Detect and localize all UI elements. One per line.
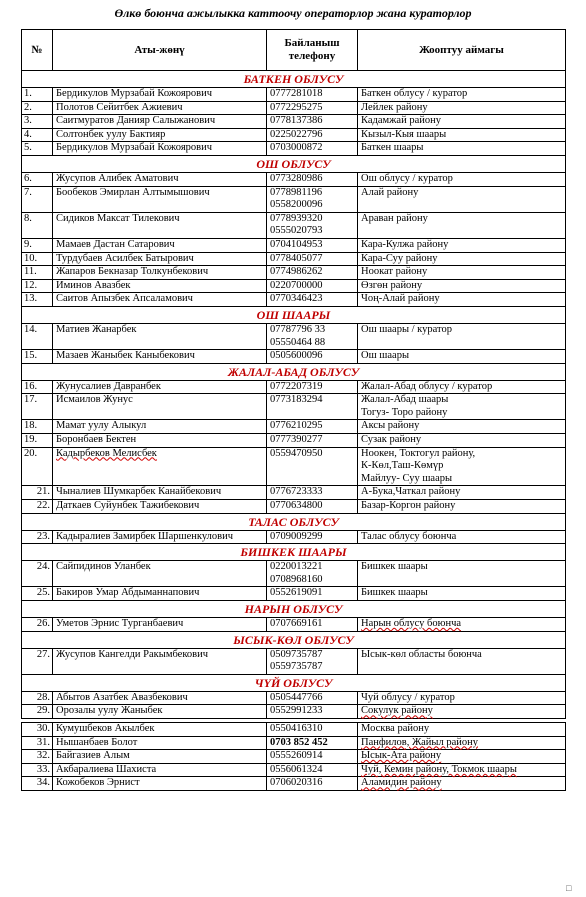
area-line: А-Бука,Чаткал району xyxy=(361,486,461,498)
row-area xyxy=(358,115,566,129)
phone-number: 0772207319 xyxy=(270,380,323,392)
row-name: Матиев Жанарбек xyxy=(53,323,267,349)
row-phone xyxy=(267,486,358,500)
row-phone xyxy=(267,212,358,238)
region-header-row xyxy=(22,544,566,561)
row-num: 14. xyxy=(22,323,53,349)
phone-number: 0707669161 xyxy=(270,618,323,629)
region-label: ЧҮЙ ОБЛУСУ xyxy=(22,674,566,691)
row-phone xyxy=(267,128,358,142)
phone-number: 0706020316 xyxy=(270,777,323,789)
phone-number: 0777390277 xyxy=(270,434,323,446)
area-line: Араван району xyxy=(361,212,428,224)
area-line: Майлуу- Суу шаары xyxy=(361,472,453,484)
row-name: Исмаилов Жунус xyxy=(53,394,267,420)
row-phone xyxy=(267,648,358,674)
area-line: Жалал-Абад облусу / куратор xyxy=(361,380,493,392)
area-line: Лейлек району xyxy=(361,101,428,113)
row-phone xyxy=(267,252,358,266)
row-name: Боронбаев Бектен xyxy=(53,434,267,448)
phone-number: 0505600096 xyxy=(270,350,323,362)
phone-number: 0558200096 xyxy=(270,199,323,211)
row-area xyxy=(358,500,566,514)
phone-number: 0555260914 xyxy=(270,750,323,762)
area-line: Москва району xyxy=(361,722,430,734)
row-num: 28. xyxy=(22,691,53,705)
row-num: 32. xyxy=(22,750,53,764)
row-area xyxy=(358,172,566,186)
table-row xyxy=(22,500,566,514)
row-num: 30. xyxy=(22,722,53,736)
row-name: Кадыралиев Замирбек Шаршенкулович xyxy=(53,530,267,544)
row-phone xyxy=(267,420,358,434)
row-num: 34. xyxy=(22,777,53,791)
phone-number: 0552991233 xyxy=(270,705,323,717)
header-name: Аты-жөнү xyxy=(53,30,267,71)
table-row xyxy=(22,279,566,293)
row-area xyxy=(358,486,566,500)
table-row xyxy=(22,530,566,544)
table-header-row xyxy=(22,30,566,71)
row-name: Солтонбек уулу Бактияр xyxy=(53,128,267,142)
area-line: Баткен облусу / куратор xyxy=(361,88,468,99)
phone-number: 0509735787 xyxy=(270,648,323,660)
row-phone xyxy=(267,88,358,102)
row-area xyxy=(358,691,566,705)
area-line: Ош облусу / куратор xyxy=(361,172,453,184)
row-phone xyxy=(267,763,358,777)
phone-number: 0220013221 xyxy=(270,561,323,573)
row-area xyxy=(358,587,566,601)
row-name: Иминов Авазбек xyxy=(53,279,267,293)
row-num: 16. xyxy=(22,380,53,394)
row-phone xyxy=(267,750,358,764)
table-row xyxy=(22,705,566,719)
area-line: Нарын облусу боюнча xyxy=(361,618,462,629)
row-num: 2. xyxy=(22,101,53,115)
phone-number: 0704104953 xyxy=(270,238,323,250)
table-row xyxy=(22,618,566,632)
row-name: Жусупов Алибек Аматович xyxy=(53,172,267,186)
table-row xyxy=(22,587,566,601)
row-name: Кожобеков Эрнист xyxy=(53,777,267,791)
phone-number: 0708968160 xyxy=(270,573,323,585)
row-phone xyxy=(267,561,358,587)
row-num: 9. xyxy=(22,238,53,252)
row-area xyxy=(358,350,566,364)
region-header-row xyxy=(22,631,566,648)
row-num: 12. xyxy=(22,279,53,293)
row-name: Жусупов Кангелди Ракымбекович xyxy=(53,648,267,674)
phone-number: 0772295275 xyxy=(270,101,323,113)
region-label: БАТКЕН ОБЛУСУ xyxy=(22,71,566,88)
operators-table xyxy=(21,29,566,791)
region-header-row xyxy=(22,363,566,380)
row-num: 6. xyxy=(22,172,53,186)
row-name: Полотов Сейитбек Ажиевич xyxy=(53,101,267,115)
phone-number: 0703000872 xyxy=(270,142,323,154)
row-name: Акбаралиева Шахиста xyxy=(53,763,267,777)
row-area xyxy=(358,252,566,266)
area-line: Сузак району xyxy=(361,434,422,446)
row-phone xyxy=(267,447,358,486)
row-area xyxy=(358,763,566,777)
row-name: Мазаев Жаныбек Каныбекович xyxy=(53,350,267,364)
table-row xyxy=(22,394,566,420)
region-header-row xyxy=(22,513,566,530)
table-row xyxy=(22,88,566,102)
area-line: Ысык-Ата району xyxy=(361,750,442,762)
row-name: Бердикулов Мурзабай Кожоярович xyxy=(53,142,267,156)
phone-number: 05550464 88 xyxy=(270,336,326,348)
row-phone xyxy=(267,142,358,156)
row-phone xyxy=(267,691,358,705)
row-name: Жапаров Бекназар Толкунбекович xyxy=(53,266,267,280)
area-line: Өзгөн району xyxy=(361,279,423,291)
region-label: ОШ ОБЛУСУ xyxy=(22,155,566,172)
row-num: 21. xyxy=(22,486,53,500)
row-num: 1. xyxy=(22,88,53,102)
area-line: Кадамжай району xyxy=(361,115,441,127)
row-name: Даткаев Суйунбек Тажибекович xyxy=(53,500,267,514)
area-line: Талас облусу боюнча xyxy=(361,530,457,542)
area-line: Тогуз- Торо району xyxy=(361,406,448,418)
row-name: Бердикулов Мурзабай Кожоярович xyxy=(53,88,267,102)
row-num: 10. xyxy=(22,252,53,266)
row-name: Абытов Азатбек Авазбекович xyxy=(53,691,267,705)
row-name: Мамат уулу Алыкул xyxy=(53,420,267,434)
table-row xyxy=(22,323,566,349)
row-name: Орозалы уулу Жаныбек xyxy=(53,705,267,719)
row-phone xyxy=(267,722,358,736)
row-num: 19. xyxy=(22,434,53,448)
row-num: 31. xyxy=(22,736,53,750)
row-phone xyxy=(267,587,358,601)
area-line: Ноокат району xyxy=(361,266,428,278)
phone-number: 0778137386 xyxy=(270,115,323,127)
region-header-row xyxy=(22,674,566,691)
phone-number: 0778939320 xyxy=(270,212,323,224)
phone-number: 0556061324 xyxy=(270,763,323,775)
row-phone xyxy=(267,434,358,448)
row-phone xyxy=(267,394,358,420)
row-name: Сайпидинов Уланбек xyxy=(53,561,267,587)
phone-number: 0773280986 xyxy=(270,172,323,184)
row-num: 11. xyxy=(22,266,53,280)
row-phone xyxy=(267,530,358,544)
row-name: Чыналиев Шумкарбек Канайбекович xyxy=(53,486,267,500)
row-phone xyxy=(267,172,358,186)
phone-number: 0776723333 xyxy=(270,486,323,498)
area-line: Чоң-Алай району xyxy=(361,293,440,305)
phone-number: 0776210295 xyxy=(270,420,323,432)
table-row xyxy=(22,186,566,212)
row-phone xyxy=(267,186,358,212)
phone-number: 0225022796 xyxy=(270,128,323,140)
area-line: К-Көл,Таш-Көмүр xyxy=(361,460,444,472)
area-line: Аламидин району xyxy=(361,777,442,789)
row-num: 33. xyxy=(22,763,53,777)
row-phone xyxy=(267,238,358,252)
row-phone xyxy=(267,323,358,349)
row-phone xyxy=(267,279,358,293)
row-num: 18. xyxy=(22,420,53,434)
row-name: Сидиков Максат Тилекович xyxy=(53,212,267,238)
region-label: БИШКЕК ШААРЫ xyxy=(22,544,566,561)
row-num: 27. xyxy=(22,648,53,674)
region-header-row xyxy=(22,155,566,172)
phone-number: 0778405077 xyxy=(270,252,323,264)
area-line: Панфилов, Жайыл району xyxy=(361,736,478,748)
row-phone xyxy=(267,266,358,280)
phone-number: 0703 852 452 xyxy=(270,736,328,748)
area-line: Ноокен, Токтогул району, xyxy=(361,447,476,459)
row-phone xyxy=(267,705,358,719)
area-line: Кызыл-Кыя шаары xyxy=(361,128,447,140)
row-name: Нышанбаев Болот xyxy=(53,736,267,750)
table-row xyxy=(22,434,566,448)
phone-number: 0552619091 xyxy=(270,587,323,599)
phone-number: 0550416310 xyxy=(270,722,323,734)
table-body xyxy=(22,71,566,791)
row-area xyxy=(358,561,566,587)
row-name: Саитов Апызбек Апсаламович xyxy=(53,293,267,307)
phone-number: 0778981196 xyxy=(270,186,323,198)
row-area xyxy=(358,447,566,486)
row-name xyxy=(53,447,267,486)
row-area xyxy=(358,722,566,736)
row-phone xyxy=(267,380,358,394)
phone-number: 0777281018 xyxy=(270,88,323,99)
row-area xyxy=(358,618,566,632)
table-row xyxy=(22,350,566,364)
table-row xyxy=(22,420,566,434)
phone-number: 0709009299 xyxy=(270,530,323,542)
phone-number: 0505447766 xyxy=(270,691,323,703)
row-area xyxy=(358,434,566,448)
row-num: 8. xyxy=(22,212,53,238)
row-area xyxy=(358,530,566,544)
row-num: 15. xyxy=(22,350,53,364)
header-phone: Байланыш телефону xyxy=(267,30,358,71)
table-row xyxy=(22,648,566,674)
row-area xyxy=(358,323,566,349)
row-phone xyxy=(267,350,358,364)
row-num: 7. xyxy=(22,186,53,212)
area-line: Ош шаары xyxy=(361,350,410,362)
area-line: Чуй, Кемин району, Токмок шаары xyxy=(361,763,517,775)
region-label: ОШ ШААРЫ xyxy=(22,306,566,323)
table-row xyxy=(22,486,566,500)
phone-number: 0220700000 xyxy=(270,279,323,291)
row-area xyxy=(358,380,566,394)
table-row xyxy=(22,561,566,587)
row-phone xyxy=(267,500,358,514)
row-area xyxy=(358,420,566,434)
row-name: Турдубаев Асилбек Батырович xyxy=(53,252,267,266)
row-num: 25. xyxy=(22,587,53,601)
row-phone xyxy=(267,101,358,115)
area-line: Кара-Суу району xyxy=(361,252,438,264)
row-area xyxy=(358,705,566,719)
area-line: Базар-Коргон району xyxy=(361,500,456,512)
area-line: Чуй облусу / куратор xyxy=(361,691,455,703)
header-num: № xyxy=(22,30,53,71)
row-name: Саитмуратов Данияр Салыжанович xyxy=(53,115,267,129)
area-line: Баткен шаары xyxy=(361,142,424,154)
area-line: Аксы району xyxy=(361,420,420,432)
region-header-row xyxy=(22,306,566,323)
header-area: Жооптуу аймагы xyxy=(358,30,566,71)
phone-number: 07787796 33 xyxy=(270,323,326,335)
document-title: Өлкө боюнча ажылыкка каттоочу операторлор жана кураторлор xyxy=(114,6,472,20)
table-row xyxy=(22,142,566,156)
phone-number: 0774986262 xyxy=(270,266,323,278)
area-line: Ысык-көл областы боюнча xyxy=(361,648,482,660)
table-row xyxy=(22,101,566,115)
phone-number: 0555020793 xyxy=(270,225,323,237)
table-row xyxy=(22,252,566,266)
row-area xyxy=(358,128,566,142)
area-line: Сокулук району xyxy=(361,705,433,717)
row-phone xyxy=(267,115,358,129)
region-label: ЫСЫК-КӨЛ ОБЛУСУ xyxy=(22,631,566,648)
area-line: Бишкек шаары xyxy=(361,561,428,573)
table-row xyxy=(22,691,566,705)
area-line: Ош шаары / куратор xyxy=(361,323,452,335)
table-row xyxy=(22,212,566,238)
table-row xyxy=(22,763,566,777)
table-row xyxy=(22,172,566,186)
row-name: Бообеков Эмирлан Алтымышович xyxy=(53,186,267,212)
row-name: Уметов Эрнис Турганбаевич xyxy=(53,618,267,632)
table-row xyxy=(22,750,566,764)
table-row xyxy=(22,128,566,142)
row-name: Мамаев Дастан Сатарович xyxy=(53,238,267,252)
row-num: 5. xyxy=(22,142,53,156)
phone-number: 0770634800 xyxy=(270,500,323,512)
row-area xyxy=(358,394,566,420)
row-area xyxy=(358,142,566,156)
row-name: Байгазиев Алым xyxy=(53,750,267,764)
row-area xyxy=(358,279,566,293)
row-area xyxy=(358,777,566,791)
row-area xyxy=(358,266,566,280)
row-num: 4. xyxy=(22,128,53,142)
region-label: ТАЛАС ОБЛУСУ xyxy=(22,513,566,530)
row-area xyxy=(358,238,566,252)
row-num: 13. xyxy=(22,293,53,307)
row-num: 24. xyxy=(22,561,53,587)
table-row xyxy=(22,777,566,791)
table-row xyxy=(22,238,566,252)
table-row xyxy=(22,266,566,280)
row-area xyxy=(358,293,566,307)
row-area xyxy=(358,648,566,674)
table-row xyxy=(22,736,566,750)
row-phone xyxy=(267,736,358,750)
row-phone xyxy=(267,777,358,791)
row-name: Кумушбеков Акылбек xyxy=(53,722,267,736)
page-corner-mark: □ xyxy=(566,883,572,893)
table-row xyxy=(22,115,566,129)
phone-number: 0770346423 xyxy=(270,293,323,305)
row-area xyxy=(358,101,566,115)
region-label: ЖАЛАЛ-АБАД ОБЛУСУ xyxy=(22,363,566,380)
row-name: Бакиров Умар Абдыманнапович xyxy=(53,587,267,601)
name-text: Кадырбеков Мелисбек xyxy=(56,447,157,459)
row-num: 22. xyxy=(22,500,53,514)
row-area xyxy=(358,736,566,750)
region-header-row xyxy=(22,71,566,88)
region-header-row xyxy=(22,601,566,618)
row-area xyxy=(358,186,566,212)
phone-number: 0773183294 xyxy=(270,394,323,406)
row-num: 3. xyxy=(22,115,53,129)
row-num: 23. xyxy=(22,530,53,544)
row-area xyxy=(358,750,566,764)
area-line: Бишкек шаары xyxy=(361,587,428,599)
row-area xyxy=(358,212,566,238)
table-row xyxy=(22,380,566,394)
row-num: 29. xyxy=(22,705,53,719)
row-phone xyxy=(267,293,358,307)
row-num: 20. xyxy=(22,447,53,486)
table-row xyxy=(22,447,566,486)
row-name: Жунусалиев Давранбек xyxy=(53,380,267,394)
phone-number: 0559735787 xyxy=(270,661,323,673)
area-line: Алай району xyxy=(361,186,419,198)
region-label: НАРЫН ОБЛУСУ xyxy=(22,601,566,618)
area-line: Жалал-Абад шаары xyxy=(361,394,449,406)
phone-number: 0559470950 xyxy=(270,447,323,459)
table-row xyxy=(22,722,566,736)
row-num: 17. xyxy=(22,394,53,420)
area-line: Кара-Кулжа району xyxy=(361,238,449,250)
row-num: 26. xyxy=(22,618,53,632)
table-row xyxy=(22,293,566,307)
row-phone xyxy=(267,618,358,632)
row-area xyxy=(358,88,566,102)
